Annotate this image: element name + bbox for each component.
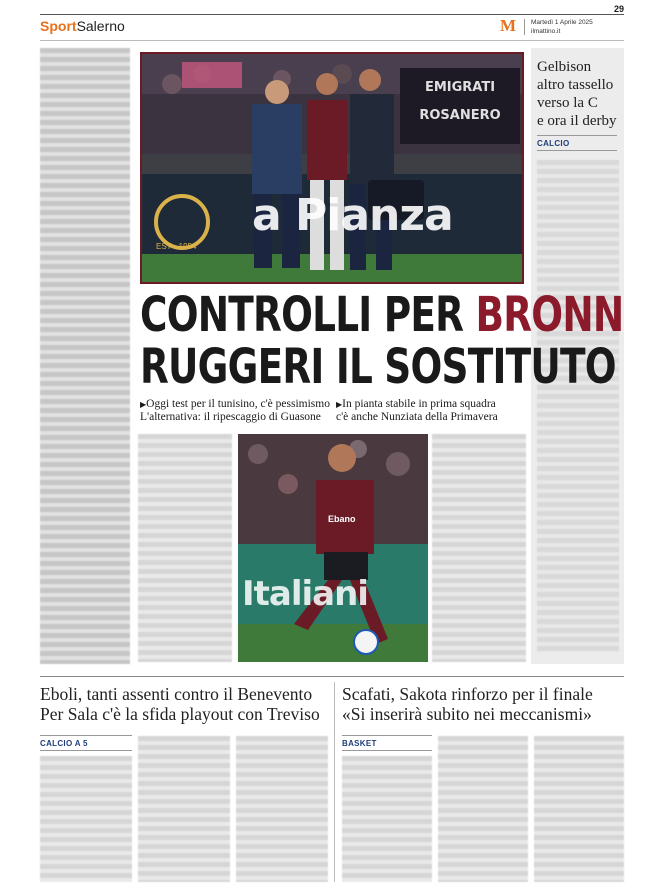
bottom-left-label: CALCIO A 5 <box>40 739 88 748</box>
main-photo <box>140 52 524 284</box>
subhead-right-line1: ▶In pianta stabile in prima squadra <box>336 398 496 410</box>
photo2-shirt-text: Ebano <box>328 514 356 524</box>
photo2-board-text: Italiani <box>242 574 368 614</box>
bottom-left-title-line1: Eboli, tanti assenti contro il Benevento <box>40 684 313 704</box>
section-sport: Sport <box>40 18 77 34</box>
subhead-left-line2: L'alternativa: il ripescaggio di Guasone <box>140 411 321 423</box>
bottom-right-label-rule-top <box>342 735 432 736</box>
bottom-right-text-col1 <box>342 756 432 882</box>
subhead-right-line2: c'è anche Nunziata della Primavera <box>336 411 498 423</box>
header-bottom-rule <box>40 40 624 41</box>
main-headline-line2: RUGGERI IL SOSTITUTO <box>140 339 616 395</box>
header-date: Martedì 1 Aprile 2025 <box>531 19 593 26</box>
bottom-right-title-line1: Scafati, Sakota rinforzo per il finale <box>342 684 593 704</box>
sidebar-title-line1: Gelbison <box>537 59 592 75</box>
section-title <box>40 18 125 34</box>
headline-controlli: CONTROLLI PER <box>140 287 476 343</box>
sidebar-label-rule-top <box>537 135 617 136</box>
photo1-banner-text: EMIGRATI ROSANERO <box>419 80 501 123</box>
subhead-left-line1: ▶Oggi test per il tunisino, c'è pessimismo <box>140 398 330 410</box>
subhead-right <box>336 398 528 424</box>
sidebar-title <box>537 58 617 130</box>
sidebar-label: CALCIO <box>537 139 570 148</box>
subhead-left <box>140 398 336 424</box>
header-top-rule <box>40 14 624 15</box>
player-photo <box>238 434 428 662</box>
bottom-left-text-col2 <box>138 736 230 882</box>
main-headline-line1 <box>140 287 624 343</box>
photo1-board-text: a Pianza <box>252 190 453 241</box>
player-photo-illustration <box>238 434 428 662</box>
bottom-left-label-rule-bottom <box>40 750 132 751</box>
left-column-text <box>40 48 130 664</box>
headline-bronn: BRONN <box>475 287 624 343</box>
sidebar-title-line4: e ora il derby <box>537 113 617 129</box>
bottom-left-title <box>40 684 320 724</box>
bottom-column-divider <box>334 682 335 882</box>
page-header <box>40 4 624 44</box>
triangle-bullet-icon: ▶ <box>336 400 343 409</box>
sidebar-title-line2: altro tassello <box>537 77 614 93</box>
section-city: Salerno <box>76 18 125 34</box>
sidebar-title-line3: verso la C <box>537 95 598 111</box>
photo1-board-est: EST • 1954 <box>156 242 197 251</box>
page-number: 29 <box>613 4 624 14</box>
header-divider <box>524 19 525 35</box>
bottom-right-text-col3 <box>534 736 624 882</box>
center-left-text <box>138 434 232 662</box>
sidebar-text <box>537 160 619 652</box>
bottom-section-rule <box>40 676 624 677</box>
bottom-right-label-rule-bottom <box>342 750 432 751</box>
sidebar-label-rule-bottom <box>537 150 617 151</box>
bottom-right-title-line2: «Si inserirà subito nei meccanismi» <box>342 704 592 724</box>
bottom-left-label-rule-top <box>40 735 132 736</box>
triangle-bullet-icon: ▶ <box>140 400 147 409</box>
header-site: ilmattino.it <box>531 28 561 35</box>
center-right-text <box>432 434 526 662</box>
bottom-left-text-col3 <box>236 736 328 882</box>
bottom-right-text-col2 <box>438 736 528 882</box>
newspaper-logo: M <box>500 16 517 35</box>
bottom-left-text-col1 <box>40 756 132 882</box>
bottom-right-title <box>342 684 593 724</box>
bottom-right-label: BASKET <box>342 739 377 748</box>
bottom-left-title-line2: Per Sala c'è la sfida playout con Treviso <box>40 704 320 724</box>
